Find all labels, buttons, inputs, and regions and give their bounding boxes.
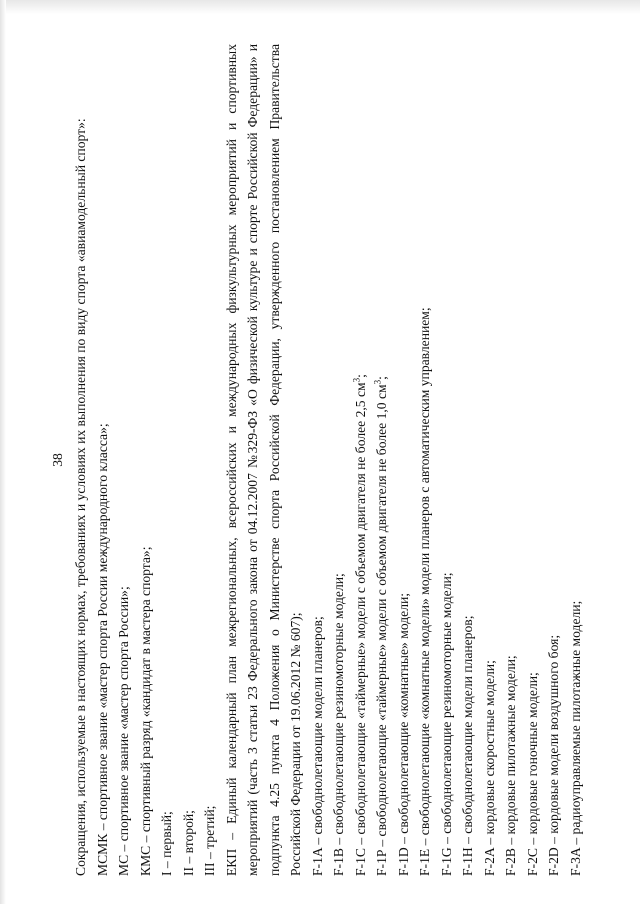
ekp-paragraph: ЕКП – Единый календарный план межрегиональных, всероссийских и международных физкультурных мероприятий и спортивных мероприятий (часть 3 статьи 23 Федерального закона от 04.12.2007 №329-ФЗ «О физической культуре и спорте Российской Федерации» и подпункта 4.25 пункта 4 Положения о Министерстве спорта Российской Федерации, утвержденного постановлением Правительства Российской Федерации от 19.06.2012 № 607); xyxy=(223,44,303,876)
abbrev-first: I – первый; xyxy=(159,811,174,876)
abbrev-kms: КМС – спортивный разряд «кандидат в мастера спорта»; xyxy=(137,546,153,876)
scan-top-edge xyxy=(0,0,640,14)
scan-left-edge xyxy=(0,0,6,904)
class-f3a: F-3A – радиоуправляемые пилотажные модели; xyxy=(567,600,583,876)
class-f2d: F-2D – кордовые модели воздушного боя; xyxy=(546,634,561,876)
class-f2c: F-2C – кордовые гоночные модели; xyxy=(524,672,540,876)
class-f1c: F-1C – свободнолетающие «таймерные» модели с объемом двигателя не более 2,5 $см^3$; xyxy=(350,374,368,876)
intro-paragraph: Сокращения, используемые в настоящих нормах, требованиях и условиях их выполнения по виду спорта «авиамодельный спорт»: xyxy=(73,118,88,876)
class-f1p: F-1P – свободнолетающие «таймерные» модели с объемом двигателя не более 1,0 $см^3$; xyxy=(372,376,389,876)
abbrev-second: II – второй; xyxy=(180,810,196,876)
class-f2a: F-2A – кордовые скоростные модели; xyxy=(481,660,497,876)
abbrev-third: III – третий; xyxy=(202,805,217,876)
superscript-3: 3 xyxy=(350,377,361,383)
class-f1d: F-1D – свободнолетающие «комнатные» модели; xyxy=(395,592,411,876)
class-f1e: F-1E – свободнолетающие «комнатные модели» модели планеров с автоматическим управлением; xyxy=(417,307,432,876)
abbrev-ms: МС – спортивное звание «мастер спорта России»; xyxy=(116,586,131,876)
class-f1b: F-1B – свободнолетающие резиномоторные модели; xyxy=(331,573,346,876)
document-body xyxy=(70,44,586,876)
page-number: 38 xyxy=(50,453,65,467)
class-f1a: F-1A – свободнолетающие модели планеров; xyxy=(309,616,325,876)
abbrev-msmk: МСМК – спортивное звание «мастер спорта России международного класса»; xyxy=(94,423,110,876)
superscript-3: 3 xyxy=(372,379,383,385)
class-f1h: F-1H – свободнолетающие модели планеров; xyxy=(460,615,475,876)
class-f2b: F-2B – кордовые пилотажные модели; xyxy=(503,655,518,876)
class-f1g: F-1G – свободнолетающие резиномоторные модели; xyxy=(438,572,454,876)
